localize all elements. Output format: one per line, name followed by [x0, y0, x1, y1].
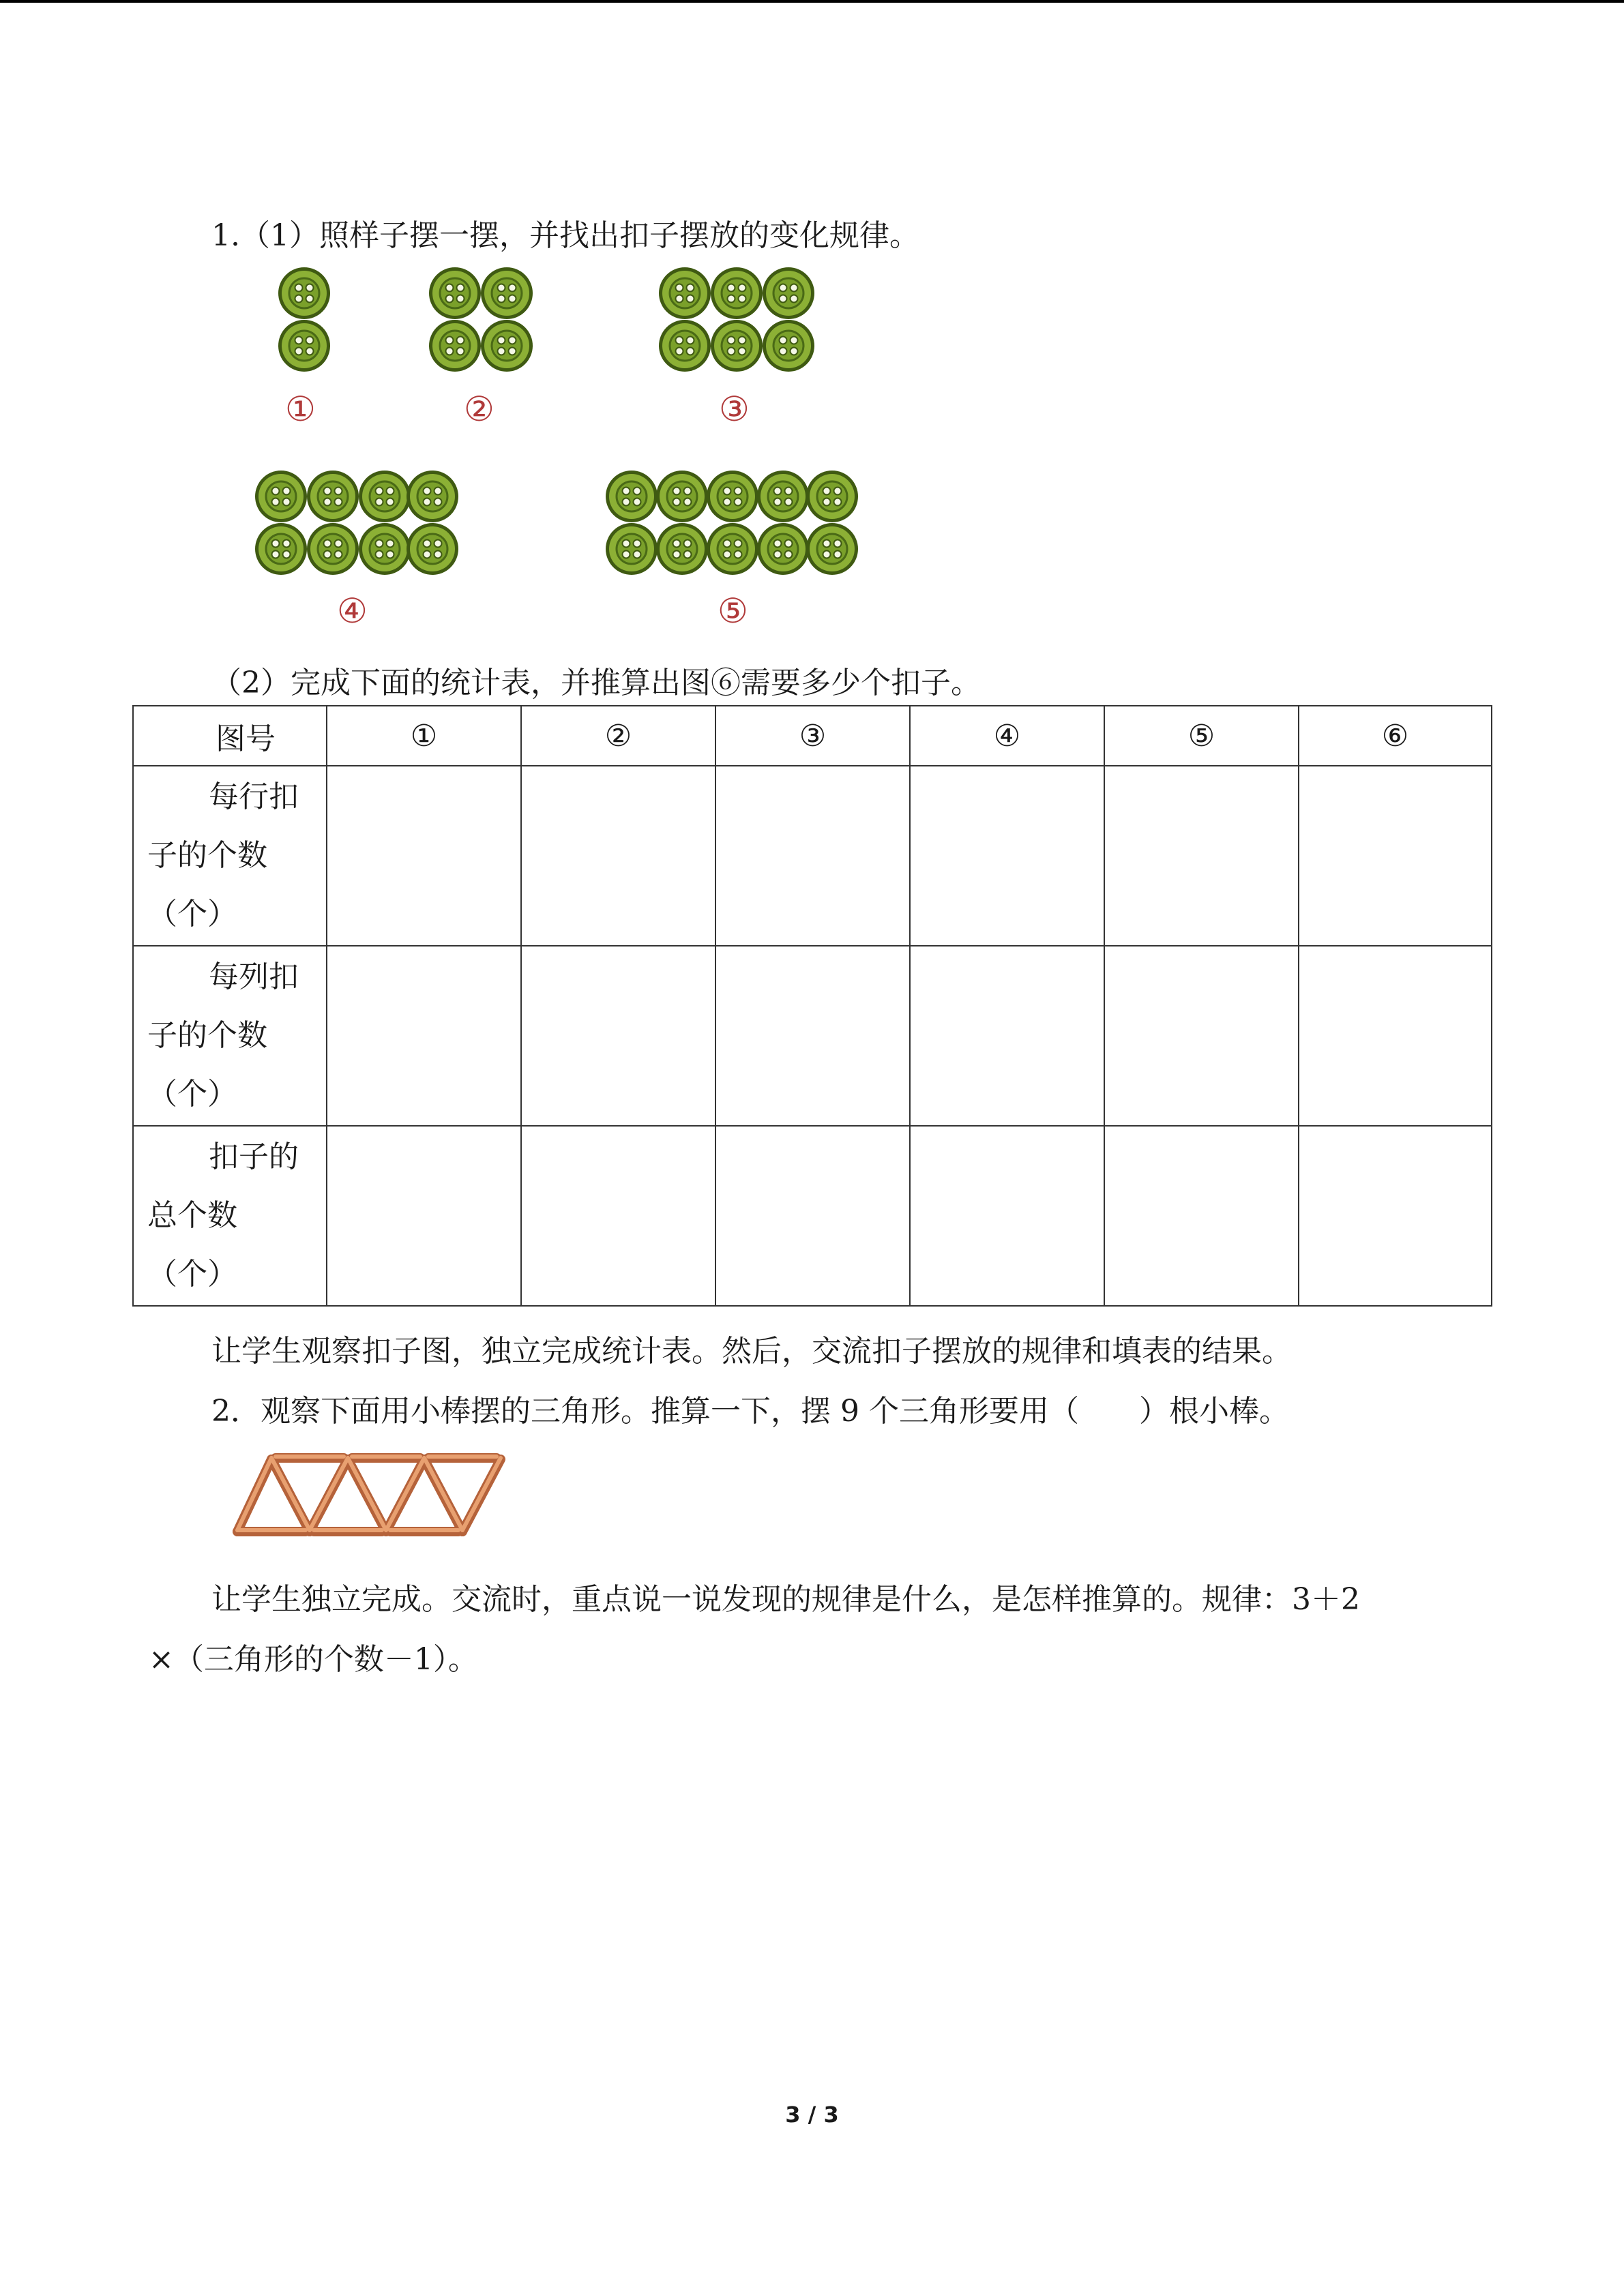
figure-label-1: ① [285, 389, 316, 429]
button-icon [806, 523, 858, 575]
button-icon [359, 471, 411, 522]
table-blank-cell[interactable] [1104, 946, 1299, 1126]
row-label-line: 每列扣 [209, 959, 299, 994]
row-label-line: 子的个数 [147, 838, 267, 873]
table-blank-cell[interactable] [1299, 946, 1492, 1126]
table-blank-cell[interactable] [327, 946, 521, 1126]
table-header-cell: ① [327, 706, 521, 766]
row-label-line: 总个数 [147, 1198, 237, 1233]
button-icon [707, 523, 758, 575]
button-icon [278, 320, 330, 372]
button-icon [429, 267, 481, 319]
button-figure-1 [278, 267, 330, 372]
table-blank-cell[interactable] [1299, 766, 1492, 946]
button-figure-4 [255, 471, 458, 575]
button-icon [359, 523, 411, 575]
button-icon [707, 471, 758, 522]
table-blank-cell[interactable] [910, 946, 1104, 1126]
button-icon [659, 320, 711, 372]
button-icon [407, 523, 458, 575]
table-header-cell: ② [521, 706, 715, 766]
table-row-label [133, 766, 327, 946]
table-blank-cell[interactable] [715, 946, 910, 1126]
button-icon [656, 523, 708, 575]
button-icon [429, 320, 481, 372]
button-icon [711, 320, 763, 372]
q2-note-line1: 让学生独立完成。交流时，重点说一说发现的规律是什么，是怎样推算的。规律：3＋2 [211, 1582, 1360, 1617]
button-icon [481, 320, 533, 372]
table-row [133, 946, 1492, 1126]
button-icon [711, 267, 763, 319]
button-icon [255, 523, 307, 575]
button-icon [407, 471, 458, 522]
stick-triangles-figure [225, 1444, 532, 1547]
q1-note: 让学生观察扣子图，独立完成统计表。然后，交流扣子摆放的规律和填表的结果。 [211, 1334, 1292, 1369]
table-blank-cell[interactable] [521, 946, 715, 1126]
button-icon [763, 267, 814, 319]
figure-label-2: ② [464, 389, 494, 429]
table-blank-cell[interactable] [1299, 1126, 1492, 1306]
table-header-cell: ⑤ [1104, 706, 1299, 766]
button-icon [255, 471, 307, 522]
button-icon [307, 523, 359, 575]
table-blank-cell[interactable] [327, 766, 521, 946]
button-icon [656, 471, 708, 522]
table-header-cell: ③ [715, 706, 910, 766]
button-icon [278, 267, 330, 319]
button-icon [481, 267, 533, 319]
figure-label-3: ③ [719, 389, 750, 429]
table-row [133, 766, 1492, 946]
table-header-cell: ④ [910, 706, 1104, 766]
table-blank-cell[interactable] [715, 766, 910, 946]
q2-note-line2: ×（三角形的个数－1）。 [149, 1642, 478, 1677]
table-blank-cell[interactable] [1104, 1126, 1299, 1306]
table-header-cell: 图号 [133, 706, 327, 766]
button-figure-5 [606, 471, 858, 575]
button-icon [307, 471, 359, 522]
button-icon [757, 471, 809, 522]
button-icon [757, 523, 809, 575]
q2-question: 2．观察下面用小棒摆的三角形。推算一下，摆 9 个三角形要用（ ）根小棒。 [211, 1394, 1289, 1429]
table-blank-cell[interactable] [910, 1126, 1104, 1306]
button-icon [763, 320, 814, 372]
button-figure-3 [659, 267, 814, 372]
table-blank-cell[interactable] [1104, 766, 1299, 946]
table-blank-cell[interactable] [910, 766, 1104, 946]
row-label-line: （个） [147, 897, 237, 931]
q1-part2-text: （2）完成下面的统计表，并推算出图⑥需要多少个扣子。 [211, 666, 981, 700]
table-header-cell: ⑥ [1299, 706, 1492, 766]
table-blank-cell[interactable] [715, 1126, 910, 1306]
figure-label-4: ④ [337, 591, 368, 631]
table-blank-cell[interactable] [327, 1126, 521, 1306]
table-row-label [133, 946, 327, 1126]
button-icon [606, 471, 658, 522]
figure-label-5: ⑤ [718, 591, 748, 631]
table-header-row [133, 706, 1492, 766]
q1-part1-text: 1.（1）照样子摆一摆，并找出扣子摆放的变化规律。 [211, 218, 919, 253]
row-label-line: 扣子的 [209, 1139, 299, 1174]
page-number: 3 / 3 [785, 2102, 839, 2128]
button-icon [659, 267, 711, 319]
table-blank-cell[interactable] [521, 766, 715, 946]
table-row [133, 1126, 1492, 1306]
table-row-label [133, 1126, 327, 1306]
statistics-table [132, 705, 1492, 1307]
table-blank-cell[interactable] [521, 1126, 715, 1306]
row-label-line: （个） [147, 1077, 237, 1112]
button-icon [806, 471, 858, 522]
button-figures [0, 0, 1624, 655]
row-label-line: 子的个数 [147, 1018, 267, 1053]
button-icon [606, 523, 658, 575]
row-label-line: （个） [147, 1257, 237, 1292]
button-figure-2 [429, 267, 533, 372]
row-label-line: 每行扣 [209, 779, 299, 814]
